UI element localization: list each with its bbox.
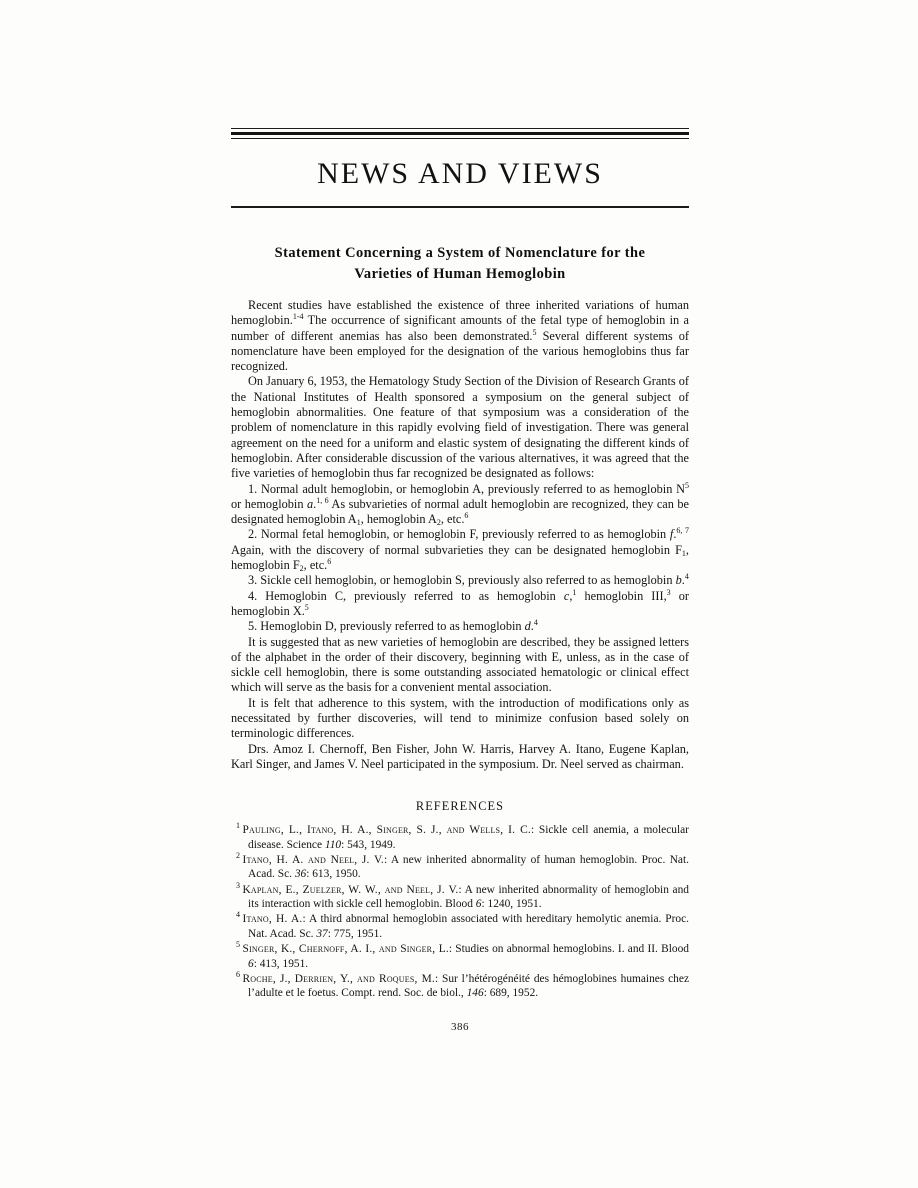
- item1-citation-2: 1, 6: [316, 495, 329, 505]
- list-item-5: [231, 619, 689, 634]
- item4-citation-1: 1: [572, 587, 577, 597]
- list-item-3: [231, 573, 689, 588]
- masthead-rule-top-thin: [231, 128, 689, 129]
- list-item-2: [231, 527, 689, 573]
- item1-italic-a: a: [306, 496, 314, 511]
- item5-text-b: .: [530, 619, 534, 634]
- reference-text-a: : Sur l’hétérogénéité des hémoglobines humaines chez l’adulte et le foetus. Compt. rend. Soc. de biol.,: [248, 972, 689, 1000]
- reference-authors: Roche, J., Derrien, Y., and Roques, M.: [242, 972, 435, 985]
- reference-item: [231, 969, 689, 1001]
- masthead-title: NEWS AND VIEWS: [317, 157, 603, 190]
- article-title: [231, 243, 689, 285]
- reference-volume: 36: [294, 868, 307, 881]
- reference-text-a: : Sickle cell anemia, a molecular disease. Science: [248, 824, 689, 851]
- reference-marker: 6: [236, 969, 240, 979]
- item3-text-a: 3. Sickle cell hemoglobin, or hemoglobin S, previously also referred to as hemoglobin: [248, 573, 676, 588]
- reference-authors: Pauling, L., Itano, H. A., Singer, S. J., and Wells, I. C.: [242, 824, 531, 837]
- item5-citation-1: 4: [533, 618, 538, 628]
- item1-text-a: 1. Normal adult hemoglobin, or hemoglobin A, previously referred to as hemoglobin N: [248, 481, 685, 496]
- masthead-rule-bottom: [231, 206, 689, 208]
- reference-text-b: : 775, 1951.: [327, 927, 383, 940]
- item5-italic-a: d: [524, 619, 531, 634]
- item1-citation-1: 5: [685, 480, 689, 490]
- citation-ref-1-4: 1-4: [292, 312, 304, 322]
- item1-subscript-1: 1: [356, 518, 361, 528]
- masthead-rule-top-thick: [231, 132, 689, 135]
- reference-item: [231, 880, 689, 912]
- item1-text-f: , etc.: [440, 512, 465, 527]
- reference-text-b: : 413, 1951.: [253, 957, 309, 970]
- reference-authors: Itano, H. A.: [242, 913, 303, 926]
- reference-text-b: : 1240, 1951.: [481, 898, 542, 911]
- reference-text-b: : 689, 1952.: [483, 987, 539, 1000]
- item4-citation-2: 3: [666, 587, 671, 597]
- item3-text-b: .: [681, 573, 685, 588]
- item2-text-a: 2. Normal fetal hemoglobin, or hemoglobin F, previously referred to as hemoglobin: [248, 527, 670, 542]
- item4-citation-3: 5: [304, 602, 309, 612]
- paragraph-3: It is suggested that as new varieties of hemoglobin are described, they be assigned letters of the alphabet in the order of their discovery, beginning with E, unless, as in the case of sickle cell hemoglobin, there is some outstanding associated hematologic or clinical effect which will serve as the basis for a convenient mental association.: [231, 634, 689, 695]
- item3-italic-a: b: [675, 573, 682, 588]
- masthead-rule-top-thin-2: [231, 138, 689, 139]
- reference-marker: 4: [236, 910, 240, 920]
- references-list: [231, 823, 689, 1001]
- reference-text-a: : A new inherited abnormality of human hemoglobin. Proc. Nat. Acad. Sc.: [248, 853, 689, 881]
- list-item-4: [231, 589, 689, 620]
- item1-text-d: As subvarieties of normal adult hemoglobin are recognized, they can be designated hemoglobin A: [231, 496, 690, 527]
- item2-subscript-1: 1: [681, 548, 686, 558]
- page-number: 386: [451, 1020, 469, 1033]
- article-title-line-2: Varieties of Human Hemoglobin: [354, 266, 566, 282]
- p1-text-a: Recent studies have established the existence of three inherited variations of human hemoglobin.: [231, 298, 689, 328]
- item2-text-d: , hemoglobin F: [231, 542, 689, 573]
- list-item-1: [231, 482, 689, 528]
- reference-authors: Singer, K., Chernoff, A. I., and Singer, L.: [242, 942, 449, 955]
- paragraph-5-participants: Drs. Amoz I. Chernoff, Ben Fisher, John W. Harris, Harvey A. Itano, Eugene Kaplan, Karl Singer, and James V. Neel participated in the symposium. Dr. Neel served as chairman.: [231, 741, 689, 771]
- item4-text-b: ,: [569, 588, 573, 603]
- item1-text-e: , hemoglobin A: [360, 512, 437, 527]
- paragraph-1: [231, 298, 689, 374]
- reference-item: [231, 850, 689, 882]
- reference-authors: Kaplan, E., Zuelzer, W. W., and Neel, J. V.: [242, 883, 459, 896]
- paragraph-2: On January 6, 1953, the Hematology Study Section of the Division of Research Grants of the National Institutes of Health sponsored a symposium on the general subject of hemoglobin abnormalities. One feature of that symposium was a consideration of the problem of nomenclature in this rapidly evolving field of investigation. There was general agreement on the need for a uniform and elastic system of designating the different kinds of hemoglobin. After considerable discussion of the various alternatives, it was agreed that the five varieties of hemoglobin thus far recognized be designated as follows:: [231, 374, 689, 481]
- paragraph-4: It is felt that adherence to this system, with the introduction of modifications only as necessitated by further discoveries, will tend to minimize confusion based solely on terminologic differences.: [231, 695, 689, 741]
- reference-text-a: : A third abnormal hemoglobin associated with hereditary hemolytic anemia. Proc. Nat. Acad. Sc.: [248, 913, 689, 940]
- reference-marker: 5: [236, 939, 240, 949]
- reference-item: [231, 823, 689, 852]
- reference-volume: 6: [248, 957, 254, 970]
- references-heading: REFERENCES: [415, 799, 505, 814]
- reference-item: [231, 912, 689, 941]
- reference-item: [231, 939, 689, 971]
- item2-citation-2: 6: [327, 557, 332, 567]
- item2-text-b: .: [673, 527, 677, 542]
- item2-italic-a: f: [669, 527, 674, 542]
- p1-text-c: Several different systems of nomenclature have been employed for the designation of the various hemoglobins thus far recognized.: [231, 328, 689, 374]
- reference-text-a: : A new inherited abnormality of hemoglobin and its interaction with sickle cell hemoglobin. Blood: [248, 883, 689, 911]
- reference-volume: 110: [324, 838, 342, 851]
- reference-marker: 2: [236, 850, 240, 860]
- p1-text-b: The occurrence of significant amounts of the fetal type of hemoglobin in a number of different anemias has also been demonstrated.: [231, 313, 689, 343]
- item1-text-c: .: [313, 496, 317, 511]
- item1-text-b: or hemoglobin: [231, 496, 307, 511]
- reference-volume: 37: [316, 927, 328, 940]
- item1-subscript-2: 2: [436, 518, 441, 528]
- item1-citation-3: 6: [464, 511, 469, 521]
- item2-subscript-2: 2: [299, 564, 304, 574]
- reference-text-b: : 613, 1950.: [306, 868, 361, 881]
- item3-citation-1: 4: [684, 572, 689, 582]
- reference-marker: 3: [236, 880, 240, 890]
- item4-italic-a: c: [563, 588, 570, 603]
- item4-text-d: or hemoglobin X.: [231, 588, 689, 618]
- reference-volume: 6: [475, 898, 482, 911]
- reference-text-a: : Studies on abnormal hemoglobins. I. and II. Blood: [448, 942, 689, 955]
- item2-text-e: , etc.: [303, 558, 328, 573]
- citation-ref-5: 5: [532, 327, 537, 337]
- reference-marker: 1: [236, 821, 240, 831]
- reference-volume: 146: [466, 987, 484, 1000]
- item4-text-c: hemoglobin III,: [576, 588, 667, 603]
- reference-text-b: : 543, 1949.: [341, 838, 396, 851]
- item2-text-c: Again, with the discovery of normal subvarieties they can be designated hemoglobin F: [231, 542, 682, 557]
- article-body: [231, 298, 689, 772]
- item5-text-a: 5. Hemoglobin D, previously referred to as hemoglobin: [248, 619, 525, 634]
- reference-authors: Itano, H. A. and Neel, J. V.: [242, 853, 384, 866]
- article-title-line-1: Statement Concerning a System of Nomenclature for the: [274, 245, 646, 261]
- item4-text-a: 4. Hemoglobin C, previously referred to as hemoglobin: [248, 588, 564, 603]
- page-content: [231, 128, 689, 1033]
- item2-citation-1: 6, 7: [676, 526, 689, 536]
